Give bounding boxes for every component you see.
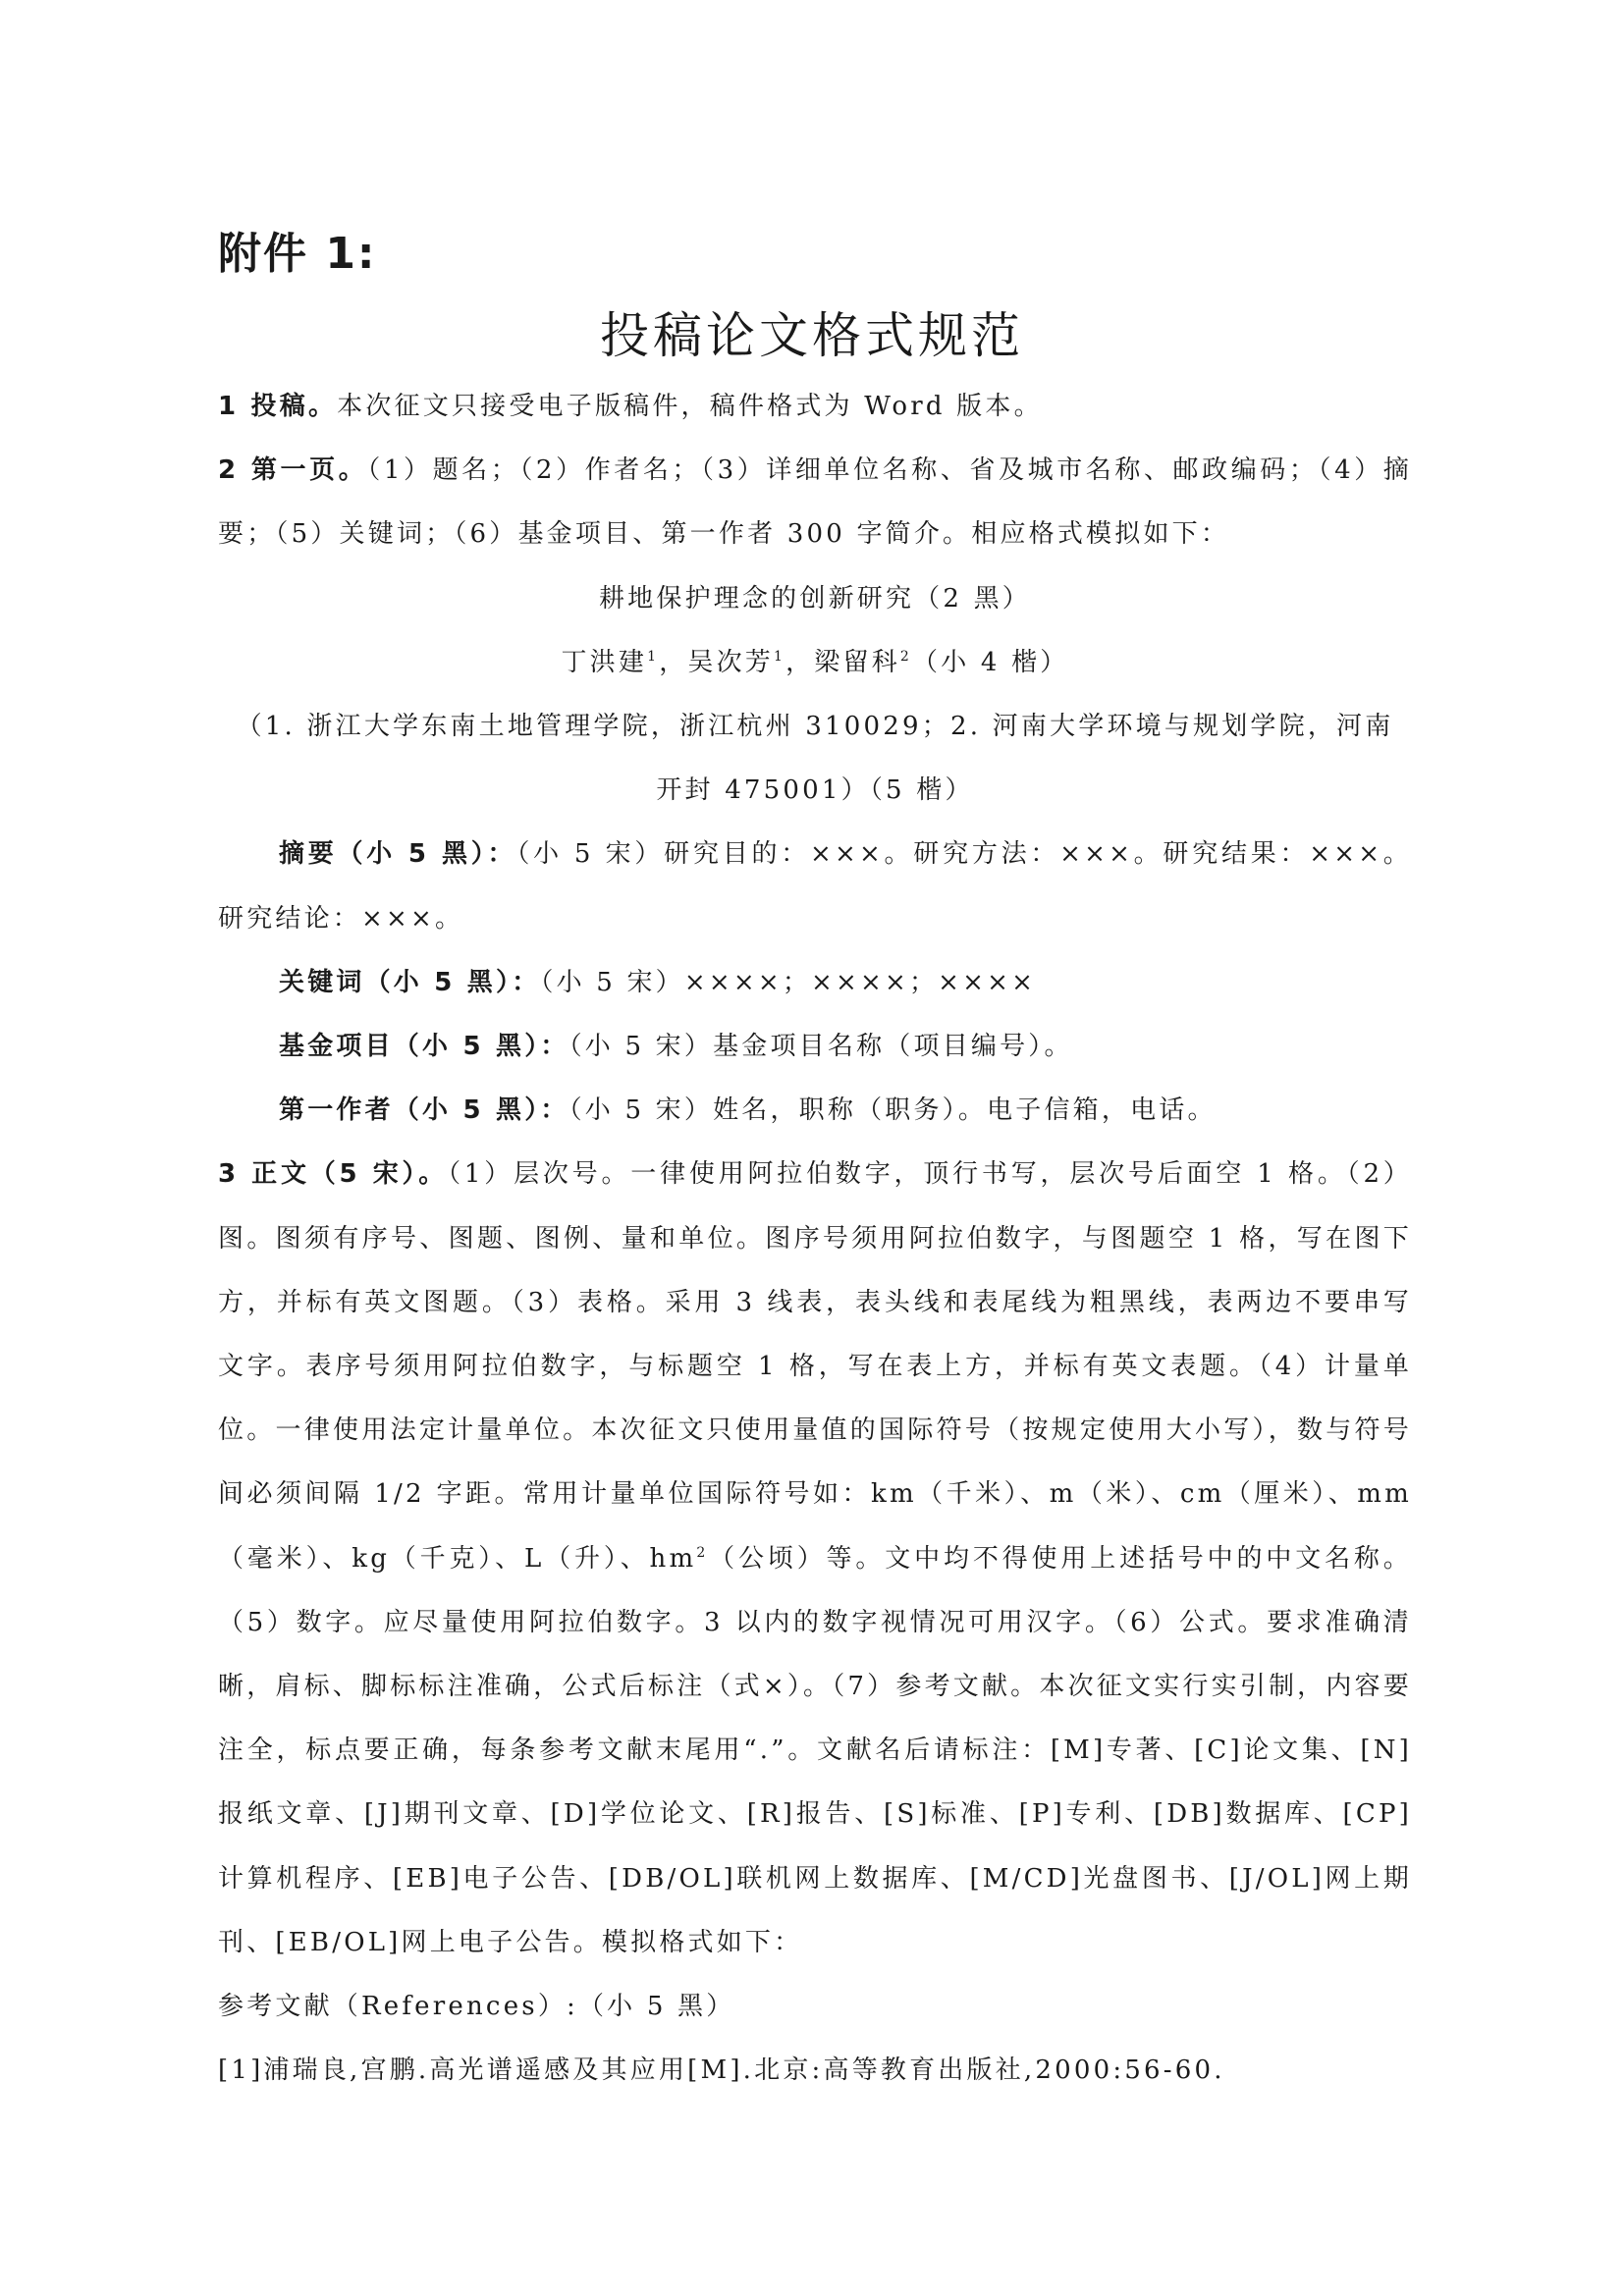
example-author-format-note: （小 4 楷） [912, 647, 1069, 677]
example-fund-text: （小 5 宋）基金项目名称（项目编号）。 [568, 1032, 1073, 1062]
example-first-author [218, 1079, 1412, 1143]
example-first-author-label: 第一作者（小 5 黑）： [279, 1095, 569, 1126]
example-first-author-text: （小 5 宋）姓名，职称（职务）。电子信箱，电话。 [568, 1095, 1217, 1126]
section-3-heading: 3 正文（5 宋）。 [218, 1159, 449, 1190]
document-body [218, 375, 1412, 2103]
reference-item: [1]浦瑞良,宫鹏.高光谱遥感及其应用[M].北京:高等教育出版社,2000:56-60. [218, 2056, 1225, 2086]
example-author-2-mark: 1 [774, 648, 786, 665]
attachment-label: 附件 1: [218, 229, 377, 279]
example-abstract-text: （小 5 宋）研究目的：×××。研究方法：×××。研究结果：×××。研究结论：×××。 [218, 839, 1412, 934]
example-abstract-label: 摘要（小 5 黑）： [279, 839, 517, 870]
section-3-main-text [218, 1143, 1412, 1975]
example-keywords-label: 关键词（小 5 黑）： [279, 967, 541, 997]
section-1-submission [218, 375, 1412, 439]
document-title: 投稿论文格式规范 [600, 307, 1024, 364]
section-1-text: 本次征文只接受电子版稿件，稿件格式为 Word 版本。 [337, 392, 1043, 421]
example-author-3: ，梁留科 [785, 647, 900, 677]
example-author-2: ，吴次芳 [659, 647, 774, 677]
references-heading: 参考文献（References）:（小 5 黑） [218, 1992, 735, 2022]
example-keywords-text: （小 5 宋）××××；××××；×××× [540, 967, 1037, 997]
example-keywords [218, 951, 1412, 1015]
example-authors [218, 631, 1412, 695]
example-author-1-mark: 1 [647, 648, 660, 665]
example-fund-label: 基金项目（小 5 黑）： [279, 1032, 569, 1062]
section-2-first-page [218, 439, 1412, 566]
example-abstract [218, 823, 1412, 950]
section-3-text-part-1: （1）层次号。一律使用阿拉伯数字，顶行书写，层次号后面空 1 格。（2）图。图须有序号、图题、图例、量和单位。图序号须用阿拉伯数字，与图题空 1 格，写在图下方，并标有英文图题。（3）表格。采用 3 线表，表头线和表尾线为粗黑线，表两边不要串写文字。表序号须用阿拉伯数字，与标题空 1 格，写在表上方，并标有英文表题。（4）计量单位。一律使用法定计量单位。本次征文只使用量值的国际符号（按规定使用大小写），数与符号间必须间隔 1/2 字距。常用计量单位国际符号如：km（千米）、m（米）、cm（厘米）、mm（毫米）、kg（千克）、L（升）、hm [218, 1159, 1412, 1574]
example-author-3-mark: 2 [899, 648, 913, 665]
hectare-superscript: 2 [696, 1544, 709, 1561]
example-paper-title: 耕地保护理念的创新研究（2 黑） [598, 583, 1031, 614]
section-3-text-part-2: （公顷）等。文中均不得使用上述括号中的中文名称。（5）数字。应尽量使用阿拉伯数字。3 以内的数字视情况可用汉字。（6）公式。要求准确清晰，肩标、脚标标注准确，公式后标注（式×）。（7）参考文献。本次征文实行实引制，内容要注全，标点要正确，每条参考文献末尾用“.”。文献名后请标注：[M]专著、[C]论文集、[N]报纸文章、[J]期刊文章、[D]学位论文、[R]报告、[S]标准、[P]专利、[DB]数据库、[CP]计算机程序、[EB]电子公告、[DB/OL]联机网上数据库、[M/CD]光盘图书、[J/OL]网上期刊、[EB/OL]网上电子公告。模拟格式如下： [218, 1543, 1412, 1957]
example-author-1: 丁洪建 [561, 647, 648, 677]
section-1-heading: 1 投稿。 [218, 392, 338, 421]
section-2-text: （1）题名；（2）作者名；（3）详细单位名称、省及城市名称、邮政编码；（4）摘要；（5）关键词；（6）基金项目、第一作者 300 字简介。相应格式模拟如下： [218, 455, 1412, 550]
example-affiliation: （1. 浙江大学东南土地管理学院，浙江杭州 310029；2. 河南大学环境与规划学院，河南 开封 475001）（5 楷） [236, 712, 1394, 806]
example-fund [218, 1015, 1412, 1079]
section-2-heading: 2 第一页。 [218, 455, 368, 486]
